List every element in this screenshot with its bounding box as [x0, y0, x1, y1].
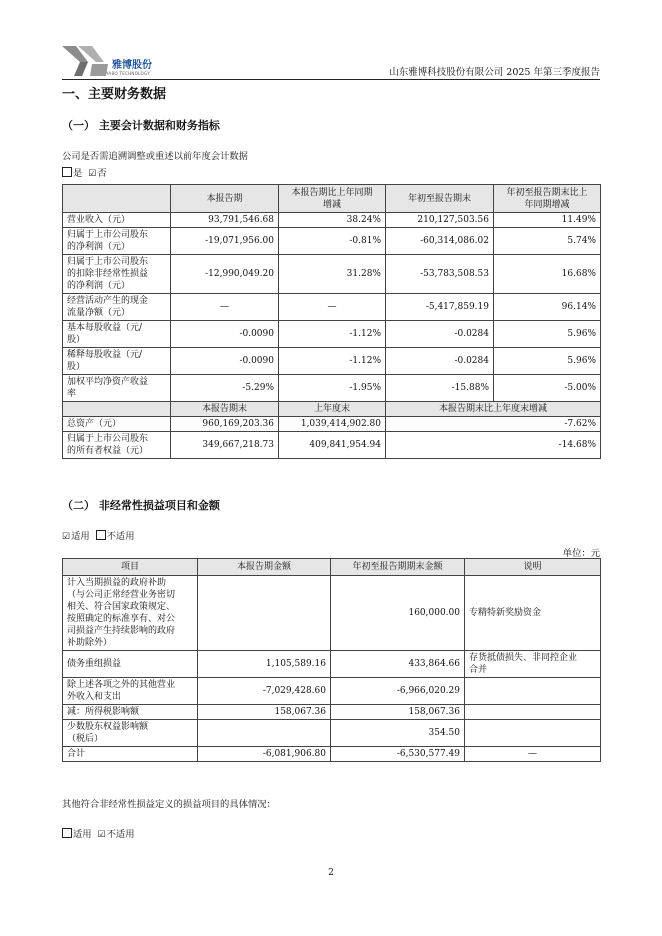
row-label: 计入当期损益的政府补助 （与公司正常经营业务密切 相关、符合国家政策规定、 按照确定的标准享有、对公 司损益产生持续影响的政府 补助除外）	[63, 576, 198, 651]
value-cell: —	[279, 294, 386, 321]
value-cell: -1.95%	[279, 375, 386, 402]
note-cell	[465, 705, 601, 720]
value-cell: -19,071,956.00	[171, 228, 279, 255]
value-cell: -1.12%	[279, 348, 386, 375]
value-cell: -12,990,049.20	[171, 255, 279, 294]
value-cell: 354.50	[331, 720, 465, 747]
note-cell: 专精特新奖励资金	[465, 576, 601, 651]
column-header: 说明	[465, 559, 601, 576]
value-cell: 158,067.36	[198, 705, 331, 720]
value-cell: -0.0090	[171, 321, 279, 348]
checkbox-not-apply[interactable]	[96, 530, 106, 540]
other-items-options	[62, 826, 135, 840]
column-header: 上年度末	[279, 402, 386, 417]
row-label: 债务重组损益	[63, 651, 198, 678]
table-row	[63, 705, 601, 720]
value-cell: -53,783,508.53	[386, 255, 494, 294]
value-cell: 160,000.00	[331, 576, 465, 651]
row-label: 经营活动产生的现金 流量净额（元）	[63, 294, 171, 321]
row-label: 归属于上市公司股东 的净利润（元）	[63, 228, 171, 255]
note-cell: —	[465, 747, 601, 762]
option-not-apply-label: 不适用	[106, 531, 135, 542]
unit-label: 单位：元	[562, 548, 600, 559]
table-row	[63, 255, 601, 294]
column-header: 年初至报告期期末金额	[331, 559, 465, 576]
value-cell: -0.81%	[279, 228, 386, 255]
value-cell	[198, 576, 331, 651]
logo-english-text: YABO TECHNOLOGY	[106, 71, 150, 76]
row-label: 减：所得税影响额	[63, 705, 198, 720]
table-row	[63, 747, 601, 762]
row-label: 合计	[63, 747, 198, 762]
row-label: 总资产（元）	[63, 417, 171, 432]
value-cell: 158,067.36	[331, 705, 465, 720]
value-cell: 5.74%	[494, 228, 601, 255]
value-cell: 5.96%	[494, 348, 601, 375]
note-cell	[465, 678, 601, 705]
financial-indicators-table	[62, 184, 601, 459]
other-items-text: 其他符合非经常性损益定义的损益项目的具体情况：	[62, 799, 276, 810]
table-row	[63, 417, 601, 432]
value-cell: 16.68%	[494, 255, 601, 294]
value-cell: 31.28%	[279, 255, 386, 294]
value-cell: 96.14%	[494, 294, 601, 321]
checkbox-other-not-apply-checked[interactable]: ☑	[97, 830, 106, 840]
row-label: 归属于上市公司股东 的所有者权益（元）	[63, 432, 171, 459]
section-title: 一、主要财务数据	[62, 87, 167, 102]
option-yes-label: 是	[73, 168, 83, 179]
value-cell: -5,417,859.19	[386, 294, 494, 321]
table-row	[63, 213, 601, 228]
column-header: 本报告期	[171, 185, 279, 213]
value-cell: -6,530,577.49	[331, 747, 465, 762]
value-cell: —	[171, 294, 279, 321]
column-header: 本报告期比上年同期 增减	[279, 185, 386, 213]
header-blank-cell	[63, 402, 171, 417]
value-cell: -5.29%	[171, 375, 279, 402]
value-cell: 1,105,589.16	[198, 651, 331, 678]
value-cell: -0.0284	[386, 348, 494, 375]
value-cell: 409,841,954.94	[279, 432, 386, 459]
checkbox-yes[interactable]	[62, 167, 72, 177]
column-header: 项目	[63, 559, 198, 576]
option-no-label: 否	[97, 168, 107, 179]
checkbox-apply-checked[interactable]: ☑	[62, 532, 71, 542]
value-cell: 210,127,503.56	[386, 213, 494, 228]
note-cell	[465, 720, 601, 747]
restatement-options	[62, 165, 107, 179]
yabo-logo-icon	[62, 44, 110, 78]
row-label: 基本每股收益（元/ 股）	[63, 321, 171, 348]
value-cell: 960,169,203.36	[171, 417, 279, 432]
column-header: 本报告期末比上年度末增减	[386, 402, 601, 417]
row-label: 归属于上市公司股东 的扣除非经常性损益 的净利润（元）	[63, 255, 171, 294]
nonrecurring-options	[62, 528, 135, 542]
column-header: 本报告期金额	[198, 559, 331, 576]
option-apply-label: 适用	[71, 531, 90, 542]
table-row	[63, 432, 601, 459]
subsection-1-title: （一） 主要会计数据和财务指标	[62, 119, 220, 132]
column-header: 年初至报告期末	[386, 185, 494, 213]
table-row	[63, 228, 601, 255]
logo-chinese-text: 雅博股份	[112, 60, 152, 71]
option-other-not-apply-label: 不适用	[106, 829, 135, 840]
table-row	[63, 321, 601, 348]
table-row	[63, 678, 601, 705]
row-label: 除上述各项之外的其他营业 外收入和支出	[63, 678, 198, 705]
value-cell: 433,864.66	[331, 651, 465, 678]
header-blank-cell	[63, 185, 171, 213]
value-cell: -15.88%	[386, 375, 494, 402]
subheader-row	[63, 402, 601, 417]
value-cell: -6,081,906.80	[198, 747, 331, 762]
value-cell: -60,314,086.02	[386, 228, 494, 255]
table-row	[63, 651, 601, 678]
report-title: 山东雅博科技股份有限公司 2025 年第三季度报告	[389, 67, 600, 78]
value-cell: -7.62%	[386, 417, 601, 432]
option-other-apply-label: 适用	[73, 829, 92, 840]
column-header: 年初至报告期末比上 年同期增减	[494, 185, 601, 213]
value-cell: -5.00%	[494, 375, 601, 402]
column-header: 本报告期末	[171, 402, 279, 417]
checkbox-no-checked[interactable]: ☑	[88, 169, 97, 179]
company-logo	[62, 44, 172, 78]
row-label: 稀释每股收益（元/ 股）	[63, 348, 171, 375]
table-row	[63, 576, 601, 651]
row-label: 加权平均净资产收益 率	[63, 375, 171, 402]
note-cell: 存货抵债损失、非同控企业 合并	[465, 651, 601, 678]
restatement-question: 公司是否需追溯调整或重述以前年度会计数据	[62, 151, 248, 162]
table-row	[63, 294, 601, 321]
value-cell: 93,791,546.68	[171, 213, 279, 228]
page-number: 2	[328, 868, 334, 878]
row-label: 少数股东权益影响额 （税后）	[63, 720, 198, 747]
value-cell: -0.0284	[386, 321, 494, 348]
table-row	[63, 375, 601, 402]
table-row	[63, 348, 601, 375]
value-cell: -1.12%	[279, 321, 386, 348]
subsection-2-title: （二） 非经常性损益项目和金额	[62, 499, 220, 512]
value-cell	[198, 720, 331, 747]
value-cell: 38.24%	[279, 213, 386, 228]
value-cell: -14.68%	[386, 432, 601, 459]
value-cell: -6,966,020.29	[331, 678, 465, 705]
value-cell: 11.49%	[494, 213, 601, 228]
nonrecurring-items-table	[62, 558, 601, 762]
value-cell: -7,029,428.60	[198, 678, 331, 705]
header-divider	[62, 79, 600, 80]
value-cell: -0.0090	[171, 348, 279, 375]
value-cell: 1,039,414,902.80	[279, 417, 386, 432]
table-row	[63, 720, 601, 747]
checkbox-other-apply[interactable]	[62, 828, 72, 838]
value-cell: 349,667,218.73	[171, 432, 279, 459]
row-label: 营业收入（元）	[63, 213, 171, 228]
value-cell: 5.96%	[494, 321, 601, 348]
